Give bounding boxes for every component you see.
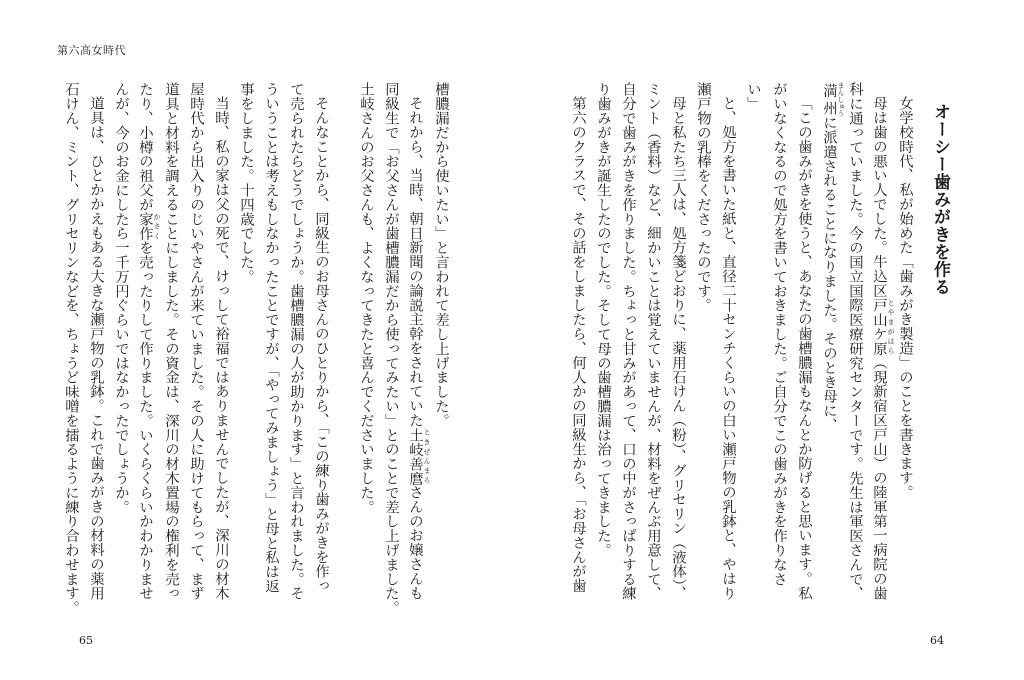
- furigana: [137, 211, 161, 241]
- text-line: 自分で歯みがきを作りました。ちょっと甘みがあって、口の中がさっぱりする練: [620, 82, 636, 601]
- furigana: [407, 427, 431, 486]
- text-segment: 母は歯の悪い人でした。牛込区: [871, 96, 887, 298]
- text-segment: （現新宿区戸山）の陸軍第一病院の歯: [871, 355, 887, 601]
- text-segment: それから、当時、朝日新聞の論説主幹をされていた: [407, 96, 423, 428]
- ruby-base: 家作: [137, 211, 153, 241]
- furigana: [821, 82, 845, 117]
- text-line: 女学校時代、私が始めた「歯みがき製造」のことを書きます。: [897, 96, 913, 500]
- page-number-left: 65: [79, 634, 93, 647]
- text-line: がいなくなるので処方を書いておきました。ご自分でこの歯みがきを作りなさ: [771, 82, 787, 586]
- text-line: 「この歯みがきを使うと、あなたの歯槽膿漏もなんとか防げると思います。私: [796, 96, 812, 601]
- ruby-base: 戸山ケ原: [871, 298, 887, 356]
- chapter-title: オーシー歯みがきを作る: [930, 103, 950, 296]
- text-segment: たり、小樽の祖父が: [137, 82, 153, 212]
- text-line: て売られたらどうでしょうか。歯槽膿漏の人が助かります」と言われました。そ: [288, 82, 304, 601]
- text-line: と、処方を書いた紙と、直径二十センチくらいの白い瀬戸物の乳鉢と、やはり: [720, 96, 736, 601]
- ruby-base: 満州: [821, 82, 837, 117]
- furigana: [871, 298, 895, 356]
- text-line: 石けん、ミント、グリセリンなどを、ちょうど味噌を擂るように練り合わせます。: [63, 82, 79, 615]
- text-line: 屋時代から出入りのじいやさんが来ていました。その人に助けてもらって、まず: [188, 82, 204, 601]
- text-line: んが、今のお金にしたら一千万円ぐらいではなかったでしょうか。: [113, 82, 129, 514]
- ruby-reading: ときぜんまろ: [423, 427, 431, 486]
- text-line: 道具と材料を調えることにしました。その資金は、深川の材木置場の権利を売っ: [163, 82, 179, 601]
- text-line: ういうことは考えもしなかったことですが、「やってみましょう」と母と私は返: [263, 82, 279, 594]
- text-line: 土岐さんのお父さんも、よくなってきたと喜んでくださいました。: [358, 82, 374, 514]
- page-number-right: 64: [930, 634, 944, 647]
- ruby-reading: まんしゅう: [837, 82, 845, 117]
- text-line: そんなことから、同級生のお母さんのひとりから、「この練り歯みがきを作っ: [313, 96, 329, 594]
- text-line: 槽膿漏だから使いたい」と言われて差し上げました。: [433, 82, 449, 428]
- ruby-reading: かさく: [153, 211, 161, 241]
- text-line: [815, 82, 845, 432]
- text-line: 瀬戸物の乳棒をくださったのです。: [695, 82, 711, 313]
- ruby-reading: とやまがはら: [887, 298, 895, 356]
- text-line: ミント（香料）など、細かいことは覚えていませんが、材料をぜんぶ用意して、: [645, 82, 661, 601]
- text-line: 道具は、ひとかかえもある大きな瀬戸物の乳鉢。これで歯みがきの材料の薬用: [88, 96, 104, 601]
- text-line: 当時、私の家は父の死で、けっして裕福ではありませんでしたが、深川の材木: [213, 96, 229, 601]
- text-line: り歯みがきが誕生したのでした。そして母の歯槽膿漏は治ってきました。: [595, 82, 611, 558]
- text-line: 第六のクラスで、その話をしましたら、何人かの同級生から、「お母さんが歯: [570, 96, 586, 594]
- text-line: 同級生で「お父さんが歯槽膿漏だから使ってみたい」とのことで差し上げました。: [383, 82, 399, 615]
- text-segment: を売ったりして作りました。いくらくらいかわかりませ: [137, 240, 153, 601]
- text-line: 事をしました。十四歳でした。: [238, 82, 254, 284]
- ruby-base: 土岐善麿: [407, 427, 423, 486]
- text-line: い」: [745, 82, 761, 111]
- text-line: 科に通っていました。今の国立国際医療研究センターです。先生は軍医さんで、: [847, 82, 863, 601]
- text-segment: に派遣されることになりました。そのとき母に、: [821, 115, 837, 433]
- text-line: 母と私たち三人は、処方箋どおりに、薬用石けん（粉）、グリセリン（液体）、: [670, 96, 686, 601]
- text-segment: さんのお嬢さんも: [407, 485, 423, 601]
- running-head: 第六高女時代: [57, 44, 126, 57]
